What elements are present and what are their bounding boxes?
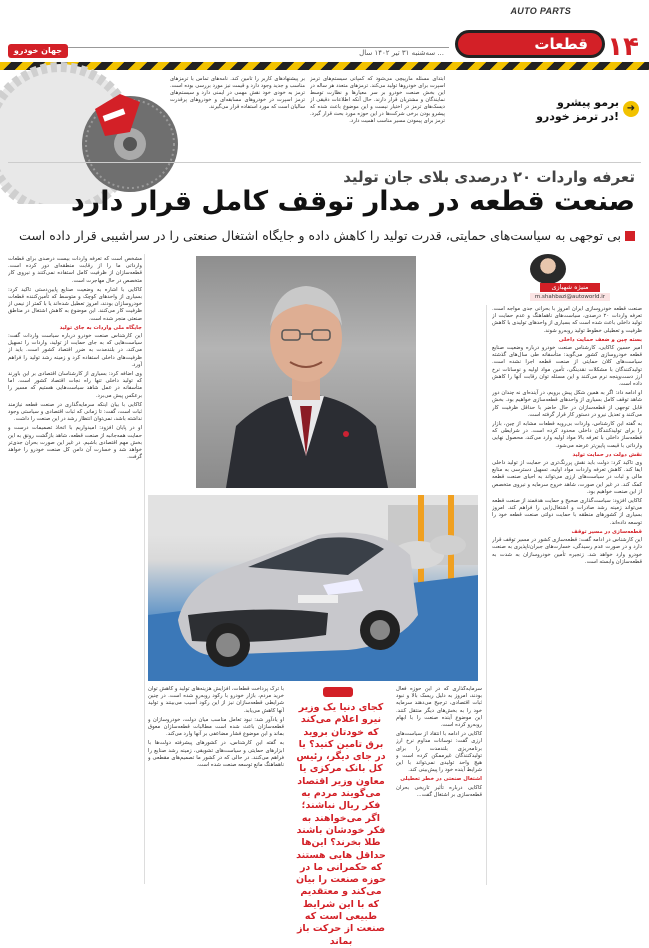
teaser-divider — [8, 162, 641, 163]
issue-date: سه‌شنبه ۳۱ تیر ۱۴۰۲ سال ... — [359, 49, 444, 57]
column-paragraph: مشخص است که تعرفه واردات بیست درصدی برای قطعات وارداتی ما را از رقابت منطقه‌ای دور کرده است. قطعه‌سازان از ظرفیت کامل استفاده نمی‌کنند و نیروی کار متخصص در حال مهاجرت است. — [8, 256, 142, 284]
teaser-body — [170, 76, 445, 168]
article-headline: صنعت قطعه در مدار توقف کامل قرار دارد — [70, 186, 635, 217]
article-column-right — [492, 306, 642, 886]
column-paragraph: سرمایه‌گذاری که در این حوزه فعال بودند، امروز به دلیل ریسک بالا و نبود ثبات اقتصادی، ترجیح می‌دهند سرمایه خود را به بخش‌های دیگر منتقل کنند. این موضوع آینده صنعت را با ابهام روبه‌رو کرده است. — [396, 686, 482, 729]
teaser-col-2: بر پیشنهادهای کاربر را تامین کند. نامه‌های تماس با ترمزهای مناسب و جدید وجود دارد و قیمت نیز مورد بررسی بوده است. ترمز به خودی خود نقش مهمی در ایمنی دارد و سیستم‌های ترمز اسپرت در خودروهای مسابقه‌ای و خودروهای پرقدرت سالیان است که مورد استفاده قرار می‌گیرند. — [170, 76, 305, 110]
column-paragraph: کاکایی در ادامه با انتقاد از سیاست‌های ارزی گفت: نوسانات مداوم نرخ ارز برنامه‌ریزی بلندمدت را برای تولیدکنندگان غیرممکن کرده است و هیچ واحد تولیدی نمی‌تواند با این شرایط آینده خود را پیش‌بینی کند. — [396, 731, 482, 774]
quote-tag — [323, 687, 353, 697]
bullet-square-icon — [625, 231, 635, 241]
column-paragraph: امیر حسین کاکایی، کارشناس صنعت خودرو درباره وضعیت صنایع قطعه خودروسازی کشور می‌گوید: متأسفانه طی سال‌های گذشته سیاست‌های کلان حمایتی از صنعت قطعه اجرا نشده است. تولیدکنندگان با مشکلات نقدینگی، تأمین مواد اولیه و نوسانات نرخ ارز دست‌وپنجه نرم می‌کنند و این مسئله توان رقابت آنها را کاهش داده است. — [492, 345, 642, 388]
article-column-mid-right — [396, 686, 482, 886]
column-paragraph: این کارشناس صنعت خودرو درباره سیاست واردات گفت: سیاست‌هایی که به جای حمایت از تولید، واردات را تسهیل می‌کند، در بلندمدت به ضرر اقتصاد کشور است. باید از ظرفیت‌های داخلی استفاده کرد و زمینه رشد تولید را فراهم آورد. — [8, 333, 142, 368]
column-subheading: اشتغال صنعتی در خطر تعطیلی — [400, 776, 482, 783]
column-paragraph: به گفته این کارشناس، در کشورهای پیشرفته دولت‌ها با ابزارهای حمایتی و سیاست‌های تشویقی، زمینه رشد صنایع را فراهم می‌کنند. در حالی که در کشور ما تصمیم‌های مقطعی و ناهماهنگ مانع توسعه صنعت شده است. — [148, 740, 284, 769]
column-paragraph: به گفته این کارشناس، واردات بی‌رویه قطعات مشابه از چین، بازار را برای تولیدکنندگان داخلی محدود کرده است. در شرایطی که قطعه‌ساز داخلی با تعرفه بالا مواد اولیه وارد می‌کند، محصول نهایی وارداتی با قیمت پایین‌تر عرضه می‌شود. — [492, 421, 642, 449]
author-name: منیژه شهبازی — [540, 283, 600, 292]
pull-quote: کجای دنیا یک وزیر نیرو اعلام می‌کند که خودتان بروید برق تامین کنید؟ یا در جای دیگر، رئیس کل بانک مرکزی یا معاون وزیر اقتصاد می‌گویند مردم به فکر ریال نباشند؛ اگر می‌خواهند به فکر خودشان باشند طلا بخرند؟ این‌ها حداقل هایی هستند که حکمرانی ما در حوزه صنعت را بیان می‌کند و معتقدیم که با این شرایط طبیعی است که صنعت از حرکت باز بماند — [295, 702, 387, 947]
car-illustration — [148, 495, 478, 681]
column-paragraph: کاکایی با بیان اینکه سرمایه‌گذاری در صنعت قطعه نیازمند ثبات است، گفت: تا زمانی که ثبات اقتصادی و سیاستی وجود نداشته باشد، نمی‌توان انتظار رشد در این صنعت را داشت. — [8, 401, 142, 423]
brand-label: AUTO PARTS — [510, 6, 571, 16]
column-paragraph: با ترک پرداخت قطعات، افزایش هزینه‌های تولید و کاهش توان خرید مردم، بازار خودرو با رکود روبه‌رو شده است. در چنین شرایطی قطعه‌سازان نیز از این رکود آسیب می‌بینند و تولید آنها کاهش می‌یابد. — [148, 686, 284, 714]
column-paragraph: وی تاکید کرد: دولت باید نقش پررنگ‌تری در حمایت از تولید داخلی ایفا کند. کاهش تعرفه واردات مواد اولیه، تسهیل دسترسی به منابع مالی و ثبات در سیاست‌های ارزی می‌تواند به احیای صنعت قطعه کمک کند. در غیر این صورت، شاهد خروج سرمایه و نیروی متخصص از این صنعت خواهیم بود. — [492, 460, 642, 495]
author-email[interactable]: m.shahbazi@autoworld.ir — [530, 293, 610, 301]
column-paragraph: او در پایان افزود: امیدواریم با اتخاذ تصمیمات درست و حمایت همه‌جانبه از صنعت قطعه، شاهد بازگشت رونق به این بخش مهم اقتصادی باشیم. در غیر این صورت بحران جدی‌تر خواهد شد و خسارت آن دامن کل صنعت خودرو را خواهد گرفت. — [8, 425, 142, 461]
article-kicker: تعرفه واردات ۲۰ درصدی بلای جان تولید — [343, 168, 635, 186]
column-paragraph: او ادامه داد: اگر به همین شکل پیش برویم، در آینده‌ای نه چندان دور شاهد توقف کامل بسیاری از واحدهای قطعه‌سازی خواهیم بود. بخش قابل توجهی از قطعه‌سازان در حال حاضر با حداقل ظرفیت کار می‌کنند و تعدیل نیرو در دستور کار قرار گرفته است. — [492, 390, 642, 418]
column-rule — [144, 254, 145, 884]
column-subheading: نقش دولت در حمایت تولید — [572, 451, 642, 458]
column-paragraph: او یادآور شد: نبود تعامل مناسب میان دولت، خودروسازان و قطعه‌سازان باعث شده است مطالبات قطعه‌سازان معوق بماند و این موضوع فشار مضاعفی بر آنها وارد می‌کند. — [148, 716, 284, 738]
arrow-right-icon[interactable]: ➜ — [623, 101, 639, 117]
portrait-illustration — [196, 256, 416, 488]
column-subheading: بسته چین و ضعف حمایت داخلی — [558, 336, 642, 343]
teaser-title[interactable] — [536, 96, 619, 124]
interviewee-photo — [196, 256, 416, 488]
teaser-title-line-2: در ترمز خودرو! — [536, 110, 619, 123]
author-avatar — [530, 254, 566, 284]
assembly-line-photo — [148, 495, 478, 681]
column-paragraph: کاکایی افزود: سیاست‌گذاری صحیح و حمایت هدفمند از صنعت قطعه می‌تواند زمینه رشد صادرات و اشتغال‌زایی را فراهم کند. امروز بسیاری از کشورهای منطقه با حمایت دولتی صنعت قطعه خود را توسعه داده‌اند. — [492, 498, 642, 526]
column-subheading: قطعه‌سازی در مسیر توقف — [571, 528, 642, 535]
column-paragraph: وی اضافه کرد: بسیاری از کارشناسان اقتصادی بر این باورند که تولید داخلی تنها راه نجات اقتصاد کشور است. اما متأسفانه در عمل شاهد سیاست‌هایی هستیم که مسیر را برعکس پیش می‌برد. — [8, 371, 142, 399]
column-paragraph: صنعت قطعه خودروسازی ایران امروز با بحرانی جدی مواجه است. تعرفه واردات ۲۰ درصدی، سیاست‌های ناهماهنگ و عدم حمایت از تولید داخلی باعث شده است که بسیاری از واحدهای تولیدی با کاهش ظرفیت و تعطیلی خطوط تولید روبه‌رو شوند. — [492, 306, 642, 334]
teaser-col-1: ابتدای مسئله مارپیچی می‌شود که کمپانی سیستم‌های ترمز اسپرت برای خودروها تولید می‌کند. ترمزهای متعدد هر ساله در این بخش صنعت خودرو بر سر معیارها و نظارت توسط نمایندگان و مشتریان قرار دارند. حال آنکه اطلاعات دقیقی از دیسک‌های ترمز در اختیار نیست و این موضوع باعث شده که پیشرو بودن برخی شرکت‌ها در این حوزه مورد بحث قرار گیرد. ترمز برای پیمودن مسیر مناسب اهمیت دارد. — [310, 76, 445, 124]
article-column-mid-left — [148, 686, 284, 886]
column-paragraph: کاکایی درباره تأثیر تاریخی بحران قطعه‌سازی بر اشتغال گفت... — [396, 784, 482, 798]
article-subhead: بی توجهی به سیاست‌های حمایتی، قدرت تولید را کاهش داده و جایگاه اشتغال صنعتی را در سراشیبی قرار داده است — [19, 228, 621, 243]
logo: جهان خودرو — [8, 44, 68, 58]
teaser-title-line-1: برمو پیشرو — [556, 96, 619, 109]
column-rule — [486, 305, 487, 885]
page-number: ۱۴ — [607, 32, 639, 62]
column-paragraph: کاکایی با اشاره به وضعیت صنایع پایین‌دستی تاکید کرد: بسیاری از واحدهای کوچک و متوسط که تأمین‌کننده قطعات خودروسازان بودند، امروز تعطیل شده‌اند یا با کمتر از نیمی از ظرفیت کار می‌کنند. این موضوع به کاهش اشتغال در مناطق صنعتی منجر شده است. — [8, 286, 142, 322]
column-paragraph: این کارشناس در ادامه گفت: قطعه‌سازی کشور در مسیر توقف قرار دارد و در صورت عدم رسیدگی، خسارت‌های جبران‌ناپذیری به صنعت خودرو وارد خواهد شد. زنجیره تأمین خودروسازان به شدت به قطعه‌سازان وابسته است. — [492, 537, 642, 565]
section-tab: قطعات — [455, 30, 605, 58]
column-subheading: جایگاه ملی واردات به جای تولید — [59, 324, 142, 331]
article-column-left — [8, 256, 142, 886]
